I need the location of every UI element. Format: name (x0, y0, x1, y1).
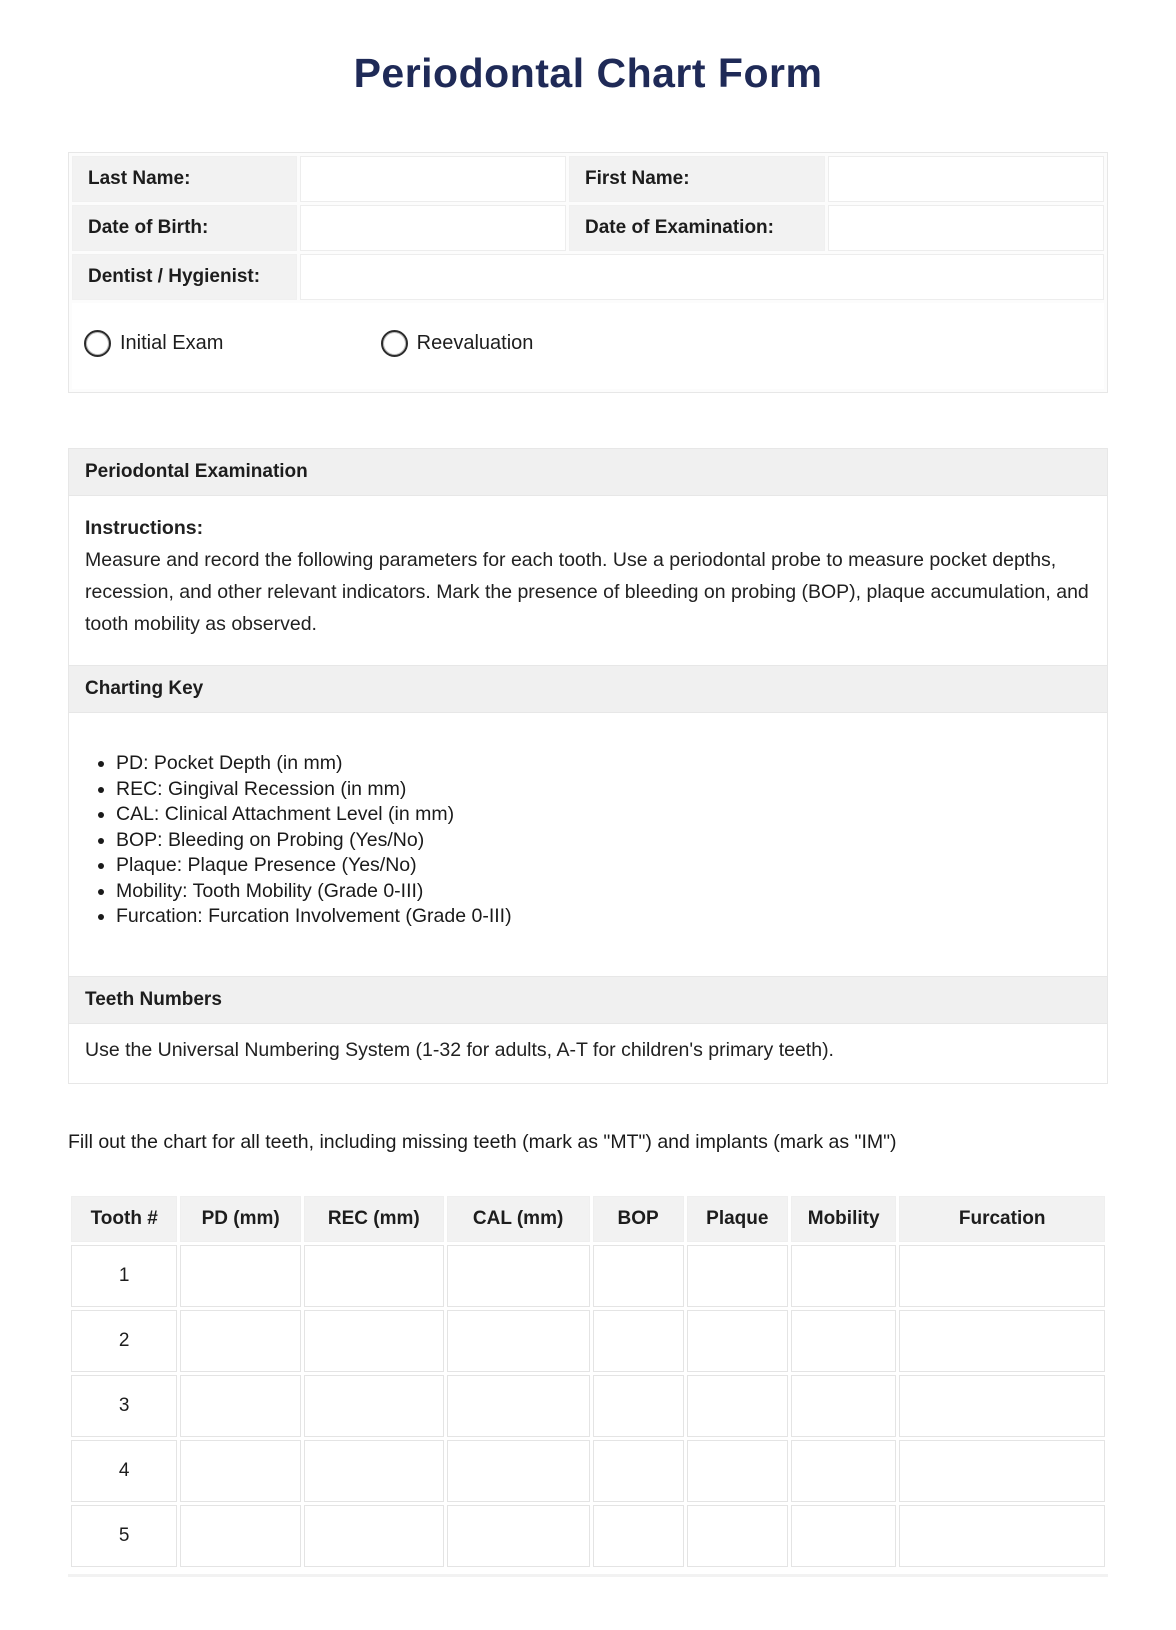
plaque-cell[interactable] (687, 1310, 788, 1372)
teeth-numbers-body: Use the Universal Numbering System (1-32 for adults, A-T for children's primary teeth). (85, 1038, 834, 1061)
cal-cell[interactable] (447, 1310, 590, 1372)
radio-unchecked-icon (381, 330, 408, 357)
form-row-dates (72, 205, 1104, 251)
pd-cell[interactable] (180, 1310, 301, 1372)
rec-cell[interactable] (304, 1310, 444, 1372)
reevaluation-radio[interactable] (381, 330, 534, 357)
tooth-number-cell: 4 (71, 1440, 177, 1502)
charting-key-item: • Mobility: Tooth Mobility (Grade 0-III) (116, 879, 1107, 905)
date-of-examination-label: Date of Examination: (569, 205, 825, 251)
charting-key-item: • Furcation: Furcation Involvement (Grade 0-III) (116, 904, 1107, 930)
document-page (68, 0, 1108, 1577)
form-row-exam-type (72, 303, 1104, 389)
bop-cell[interactable] (593, 1310, 684, 1372)
pd-cell[interactable] (180, 1375, 301, 1437)
rec-cell[interactable] (304, 1245, 444, 1307)
tooth-number-cell: 2 (71, 1310, 177, 1372)
rec-cell[interactable] (304, 1440, 444, 1502)
table-row (71, 1440, 1105, 1502)
chart-intro-note: Fill out the chart for all teeth, including missing teeth (mark as "MT") and implants (mark as "IM") (68, 1130, 897, 1153)
table-row (71, 1245, 1105, 1307)
tooth-number-cell: 1 (71, 1245, 177, 1307)
rec-cell[interactable] (304, 1505, 444, 1567)
mobility-cell[interactable] (791, 1440, 896, 1502)
mobility-cell[interactable] (791, 1375, 896, 1437)
section-header-charting-key: Charting Key (69, 665, 1107, 713)
mobility-cell[interactable] (791, 1505, 896, 1567)
date-of-examination-input[interactable] (828, 205, 1104, 251)
section-header-teeth-numbers: Teeth Numbers (69, 976, 1107, 1024)
col-header-pd: PD (mm) (180, 1196, 301, 1242)
section-header-periodontal-examination: Periodontal Examination (69, 449, 1107, 496)
mobility-cell[interactable] (791, 1310, 896, 1372)
last-name-label: Last Name: (72, 156, 297, 202)
col-header-bop: BOP (593, 1196, 684, 1242)
tooth-number-cell: 5 (71, 1505, 177, 1567)
date-of-birth-input[interactable] (300, 205, 566, 251)
date-of-birth-label: Date of Birth: (72, 205, 297, 251)
bop-cell[interactable] (593, 1440, 684, 1502)
periodontal-examination-section (68, 448, 1108, 1084)
mobility-cell[interactable] (791, 1245, 896, 1307)
cal-cell[interactable] (447, 1245, 590, 1307)
charting-key-item: • Plaque: Plaque Presence (Yes/No) (116, 853, 1107, 879)
col-header-cal: CAL (mm) (447, 1196, 590, 1242)
table-row (71, 1310, 1105, 1372)
table-continuation-divider (68, 1574, 1108, 1577)
cal-cell[interactable] (447, 1440, 590, 1502)
periodontal-chart-table (68, 1193, 1108, 1570)
plaque-cell[interactable] (687, 1440, 788, 1502)
first-name-input[interactable] (828, 156, 1104, 202)
bop-cell[interactable] (593, 1245, 684, 1307)
initial-exam-radio[interactable] (84, 330, 223, 357)
charting-key-item: • BOP: Bleeding on Probing (Yes/No) (116, 828, 1107, 854)
radio-unchecked-icon (84, 330, 111, 357)
charting-key-list (69, 751, 1107, 930)
col-header-rec: REC (mm) (304, 1196, 444, 1242)
col-header-plaque: Plaque (687, 1196, 788, 1242)
instructions-block (69, 496, 1107, 665)
tooth-number-cell: 3 (71, 1375, 177, 1437)
cal-cell[interactable] (447, 1375, 590, 1437)
charting-key-item: • REC: Gingival Recession (in mm) (116, 777, 1107, 803)
plaque-cell[interactable] (687, 1245, 788, 1307)
col-header-furcation: Furcation (899, 1196, 1105, 1242)
bop-cell[interactable] (593, 1375, 684, 1437)
plaque-cell[interactable] (687, 1505, 788, 1567)
instructions-heading: Instructions: (85, 517, 204, 539)
first-name-label: First Name: (569, 156, 825, 202)
table-row (71, 1505, 1105, 1567)
pd-cell[interactable] (180, 1505, 301, 1567)
form-row-dentist (72, 254, 1104, 300)
dentist-hygienist-input[interactable] (300, 254, 1104, 300)
initial-exam-label: Initial Exam (120, 331, 224, 354)
col-header-mobility: Mobility (791, 1196, 896, 1242)
last-name-input[interactable] (300, 156, 566, 202)
cal-cell[interactable] (447, 1505, 590, 1567)
instructions-body: Measure and record the following parameters for each tooth. Use a periodontal probe to measure pocket depths, recession, and other relevant indicators. Mark the presence of bleeding on probing (BOP), plaque accumulation, and tooth mobility as observed. (85, 549, 1089, 635)
plaque-cell[interactable] (687, 1375, 788, 1437)
patient-info-form (68, 152, 1108, 393)
col-header-tooth: Tooth # (71, 1196, 177, 1242)
furcation-cell[interactable] (899, 1310, 1105, 1372)
page-title: Periodontal Chart Form (353, 50, 823, 96)
furcation-cell[interactable] (899, 1440, 1105, 1502)
rec-cell[interactable] (304, 1375, 444, 1437)
reevaluation-label: Reevaluation (416, 331, 534, 354)
table-row (71, 1375, 1105, 1437)
charting-key-item: • PD: Pocket Depth (in mm) (116, 751, 1107, 777)
furcation-cell[interactable] (899, 1505, 1105, 1567)
furcation-cell[interactable] (899, 1375, 1105, 1437)
pd-cell[interactable] (180, 1440, 301, 1502)
dentist-hygienist-label: Dentist / Hygienist: (72, 254, 297, 300)
chart-header-row (71, 1196, 1105, 1242)
bop-cell[interactable] (593, 1505, 684, 1567)
furcation-cell[interactable] (899, 1245, 1105, 1307)
charting-key-item: • CAL: Clinical Attachment Level (in mm) (116, 802, 1107, 828)
form-row-names (72, 156, 1104, 202)
pd-cell[interactable] (180, 1245, 301, 1307)
